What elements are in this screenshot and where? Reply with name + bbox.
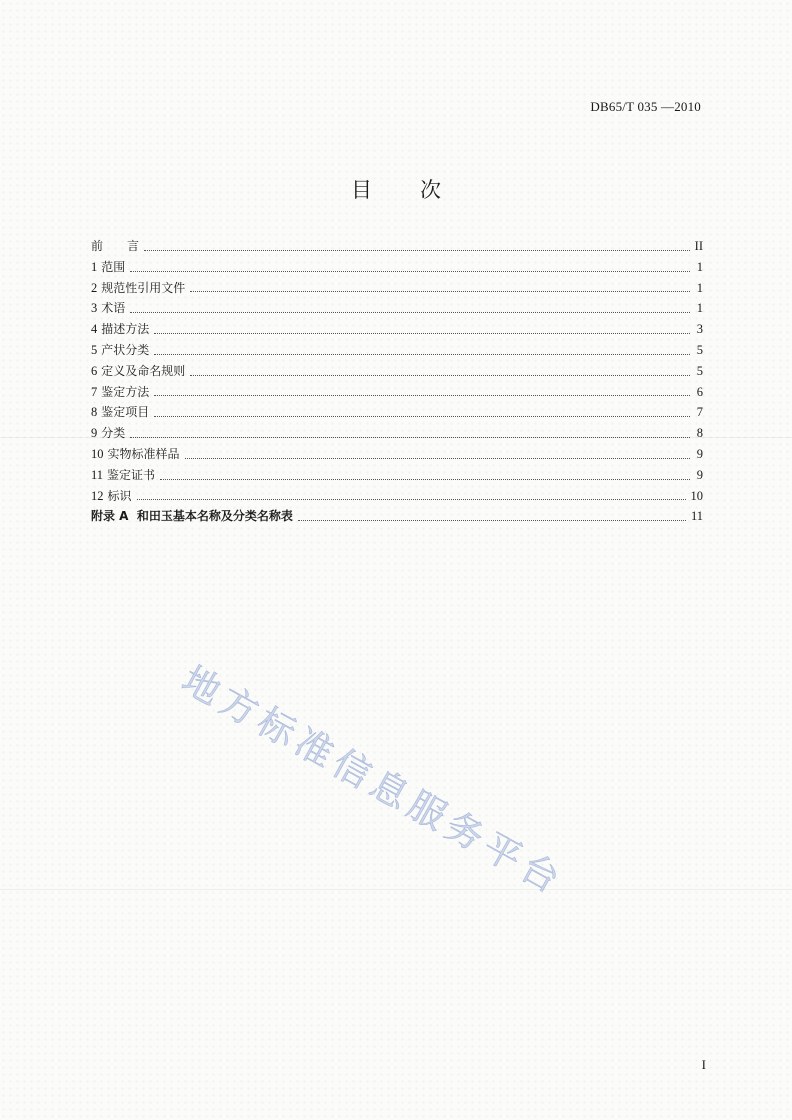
toc-entry-page: 1	[696, 301, 703, 316]
table-of-contents	[91, 236, 703, 527]
toc-entry-label	[91, 278, 185, 299]
toc-entry-text: 附录 A 和田玉基本名称及分类名称表	[91, 509, 293, 524]
toc-entry-text: 前 言	[91, 239, 140, 253]
toc-entry-number: 2	[91, 280, 98, 295]
toc-dot-leader	[144, 250, 690, 251]
toc-entry-number: 3	[91, 301, 98, 316]
toc-entry-text: 规范性引用文件	[101, 280, 186, 295]
toc-entry[interactable]	[91, 361, 703, 382]
toc-entry[interactable]	[91, 298, 703, 319]
toc-entry-number: 7	[91, 384, 98, 399]
toc-entry[interactable]	[91, 236, 703, 257]
toc-entry-text: 产状分类	[101, 342, 150, 357]
toc-entry-number: 9	[91, 426, 98, 441]
page-number: I	[701, 1057, 706, 1072]
toc-entry-page: 9	[696, 446, 703, 461]
toc-entry-label	[91, 236, 139, 257]
toc-entry-text: 实物标准样品	[107, 446, 180, 461]
toc-dot-leader	[154, 354, 690, 355]
toc-entry-text: 描述方法	[101, 322, 150, 337]
toc-entry[interactable]	[91, 465, 703, 486]
toc-entry-page: 3	[696, 322, 703, 337]
toc-entry-number: 6	[91, 363, 98, 378]
toc-entry-page: 6	[696, 384, 703, 399]
toc-entry-text: 鉴定方法	[101, 384, 150, 399]
toc-entry-label	[91, 340, 149, 361]
toc-entry-label	[91, 506, 293, 527]
toc-entry-text: 鉴定证书	[107, 467, 156, 482]
toc-entry-page: 5	[696, 342, 703, 357]
toc-dot-leader	[137, 499, 686, 500]
toc-dot-leader	[185, 458, 690, 459]
toc-dot-leader	[190, 291, 690, 292]
toc-dot-leader	[154, 333, 690, 334]
toc-entry[interactable]	[91, 319, 703, 340]
toc-entry-page: 10	[690, 488, 703, 503]
toc-entry-page: 9	[696, 467, 703, 482]
toc-entry[interactable]	[91, 486, 703, 507]
toc-dot-leader	[154, 416, 690, 417]
toc-entry-label	[91, 298, 125, 319]
toc-entry-page: 7	[696, 405, 703, 420]
toc-entry-text: 鉴定项目	[101, 405, 150, 420]
toc-entry[interactable]	[91, 506, 703, 527]
toc-entry-label	[91, 382, 149, 403]
toc-entry-text: 定义及命名规则	[101, 363, 186, 378]
watermark: 地方标准信息服务平台	[174, 657, 572, 904]
toc-entry[interactable]	[91, 382, 703, 403]
toc-dot-leader	[190, 375, 690, 376]
toc-entry-label	[91, 257, 125, 278]
toc-entry-text: 范围	[101, 259, 126, 274]
toc-entry-number: 12	[91, 488, 104, 503]
document-code: DB65/T 035 —2010	[590, 99, 701, 114]
toc-entry[interactable]	[91, 423, 703, 444]
toc-dot-leader	[130, 437, 690, 438]
toc-dot-leader	[160, 479, 690, 480]
toc-entry-text: 标识	[107, 488, 132, 503]
toc-entry-text: 分类	[101, 426, 126, 441]
toc-entry-label	[91, 361, 185, 382]
toc-dot-leader	[154, 395, 690, 396]
toc-entry[interactable]	[91, 257, 703, 278]
toc-entry[interactable]	[91, 444, 703, 465]
toc-dot-leader	[130, 312, 690, 313]
toc-entry-label	[91, 444, 180, 465]
toc-entry-page: II	[694, 239, 703, 253]
toc-entry-number: 11	[91, 467, 104, 482]
scan-artifact-line	[0, 889, 792, 890]
toc-entry-number: 1	[91, 259, 98, 274]
toc-entry-label	[91, 319, 149, 340]
toc-entry-page: 8	[696, 426, 703, 441]
toc-entry[interactable]	[91, 340, 703, 361]
toc-dot-leader	[130, 271, 690, 272]
toc-entry-label	[91, 423, 125, 444]
toc-entry-page: 1	[696, 280, 703, 295]
toc-entry-label	[91, 465, 155, 486]
toc-entry-text: 术语	[101, 301, 126, 316]
toc-entry-label	[91, 402, 149, 423]
toc-entry-page: 11	[690, 509, 703, 524]
toc-entry-number: 4	[91, 322, 98, 337]
toc-entry-number: 8	[91, 405, 98, 420]
toc-entry-page: 1	[696, 259, 703, 274]
toc-entry-number: 5	[91, 342, 98, 357]
toc-entry[interactable]	[91, 278, 703, 299]
toc-dot-leader	[298, 520, 686, 521]
toc-entry-number: 10	[91, 446, 104, 461]
toc-title: 目次	[351, 178, 489, 202]
toc-entry[interactable]	[91, 402, 703, 423]
toc-entry-page: 5	[696, 363, 703, 378]
toc-entry-label	[91, 486, 132, 507]
